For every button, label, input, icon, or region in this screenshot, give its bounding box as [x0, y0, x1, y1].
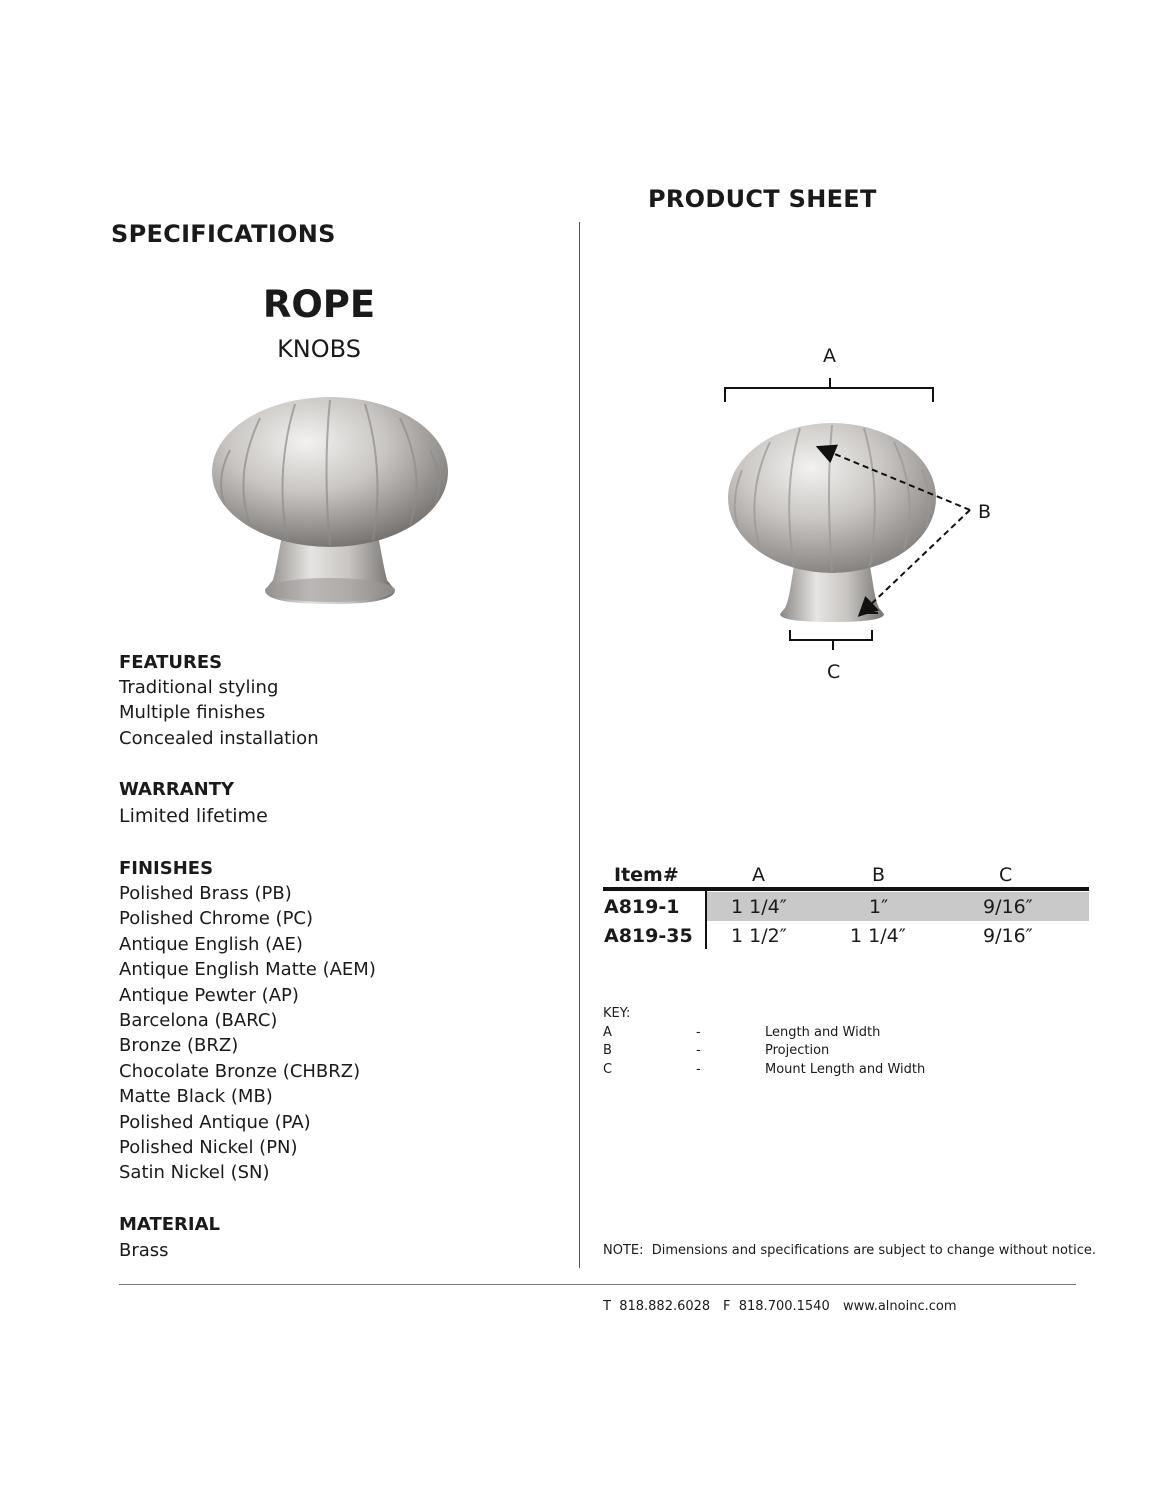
list-item: Barcelona (BARC) [119, 1010, 278, 1032]
key-heading: KEY: [603, 1006, 631, 1021]
footer-fax: F 818.700.1540 [723, 1299, 830, 1314]
diagram-label-c: C [827, 661, 841, 683]
warranty-value: Limited lifetime [119, 805, 268, 827]
table-cell-item: A819-1 [604, 896, 680, 918]
key-letter: B [603, 1043, 612, 1058]
list-item: Antique English (AE) [119, 933, 303, 955]
table-column-rule [705, 891, 707, 949]
list-item: Matte Black (MB) [119, 1086, 273, 1108]
table-header-item: Item# [614, 864, 679, 886]
warranty-heading: WARRANTY [119, 779, 235, 800]
list-item: Polished Chrome (PC) [119, 908, 314, 930]
product-type: KNOBS [277, 335, 361, 363]
diagram-label-a: A [823, 345, 836, 367]
features-heading: FEATURES [119, 652, 223, 673]
knob-photo [205, 390, 460, 612]
list-item: Traditional styling [119, 677, 279, 698]
list-item: Polished Antique (PA) [119, 1111, 311, 1133]
key-description: Mount Length and Width [765, 1062, 926, 1077]
key-dash: - [696, 1062, 701, 1077]
list-item: Antique Pewter (AP) [119, 984, 299, 1006]
key-letter: A [603, 1025, 612, 1040]
table-header-rule [603, 887, 1089, 891]
table-cell-c: 9/16″ [983, 925, 1033, 947]
features-list [119, 675, 319, 751]
disclaimer-note: NOTE: Dimensions and specifications are subject to change without notice. [603, 1243, 1096, 1258]
diagram-label-b: B [978, 501, 992, 523]
list-item: Polished Nickel (PN) [119, 1137, 298, 1159]
table-cell-item: A819-35 [604, 925, 693, 947]
table-header-b: B [872, 864, 886, 886]
column-divider [579, 222, 580, 1268]
list-item: Concealed installation [119, 727, 319, 749]
list-item: Antique English Matte (AEM) [119, 959, 376, 981]
table-header-a: A [752, 864, 765, 886]
material-value: Brass [119, 1240, 169, 1261]
list-item: Chocolate Bronze (CHBRZ) [119, 1060, 361, 1082]
table-cell-b: 1″ [869, 896, 889, 918]
key-dash: - [696, 1025, 701, 1040]
table-header-c: C [999, 864, 1013, 886]
finishes-heading: FINISHES [119, 858, 214, 879]
key-letter: C [603, 1062, 613, 1077]
footer-website[interactable]: www.alnoinc.com [843, 1299, 957, 1314]
product-sheet-heading: PRODUCT SHEET [648, 185, 877, 213]
list-item: Multiple finishes [119, 702, 266, 724]
table-cell-a: 1 1/4″ [731, 896, 787, 918]
material-heading: MATERIAL [119, 1214, 220, 1235]
table-cell-b: 1 1/4″ [850, 925, 906, 947]
footer-divider [119, 1284, 1076, 1285]
table-cell-a: 1 1/2″ [731, 925, 787, 947]
product-name: ROPE [262, 283, 376, 326]
dimension-diagram [700, 340, 1010, 685]
finishes-list [119, 881, 376, 1186]
list-item: Satin Nickel (SN) [119, 1162, 270, 1184]
list-item: Polished Brass (PB) [119, 883, 292, 904]
key-dash: - [696, 1043, 701, 1058]
footer-phone: T 818.882.6028 [603, 1299, 711, 1314]
key-description: Length and Width [765, 1025, 881, 1040]
table-cell-c: 9/16″ [983, 896, 1033, 918]
list-item: Bronze (BRZ) [119, 1035, 239, 1057]
key-description: Projection [765, 1043, 830, 1058]
specifications-heading: SPECIFICATIONS [111, 220, 336, 248]
